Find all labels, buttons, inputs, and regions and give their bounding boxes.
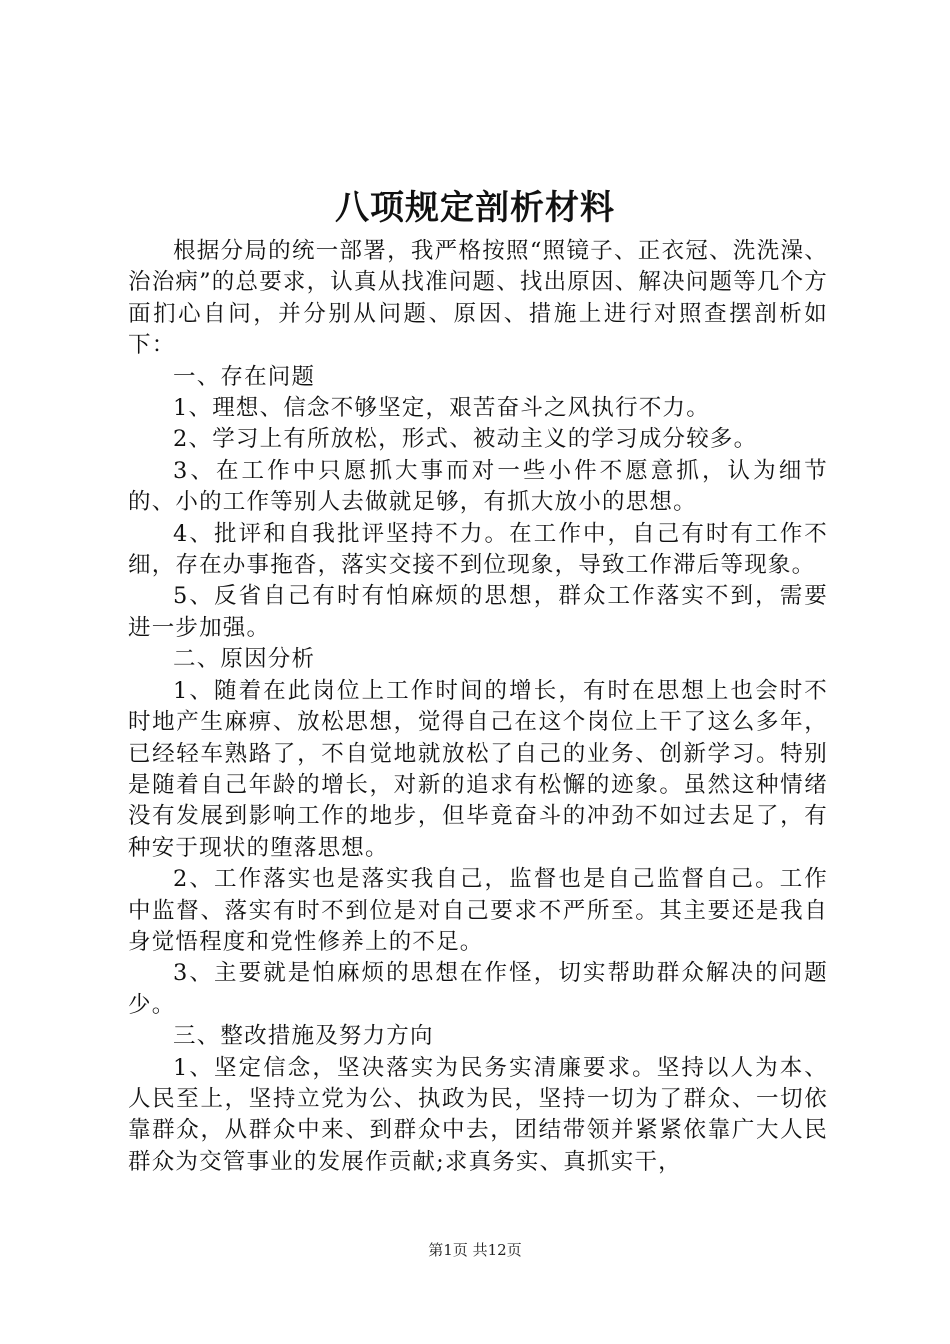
section-heading-causes: 二、原因分析 [173,646,316,673]
section-heading-measures: 三、整改措施及努力方向 [173,1023,434,1050]
document-body [128,236,828,1178]
paragraph-measure-1: 1、坚定信念，坚决落实为民务实清廉要求。坚持以人为本、人民至上，坚持立党为公、执政为民，坚持一切为了群众、一切依靠群众，从群众中来、到群众中去，团结带领并紧紧依靠广大人民群众为交管事业的发展作贡献;求真务实、真抓实干， [128,1054,828,1175]
section-heading-problems: 一、存在问题 [173,363,316,390]
paragraph-cause-2: 2、工作落实也是落实我自己，监督也是自己监督自己。工作中监督、落实有时不到位是对自己要求不严所至。其主要还是我自身觉悟程度和党性修养上的不足。 [128,866,828,955]
paragraph-cause-1: 1、随着在此岗位上工作时间的增长，有时在思想上也会时不时地产生麻痹、放松思想，觉得自己在这个岗位上干了这么多年，已经轻车熟路了，不自觉地就放松了自己的业务、创新学习。特别是随着自己年龄的增长，对新的追求有松懈的迹象。虽然这种情绪没有发展到影响工作的地步，但毕竟奋斗的冲劲不如过去足了，有种安于现状的堕落思想。 [128,677,828,861]
document-title: 八项规定剖析材料 [335,188,615,228]
paragraph-cause-3: 3、主要就是怕麻烦的思想在作怪，切实帮助群众解决的问题少。 [128,960,828,1018]
page-footer: 第1页 共12页 [428,1241,522,1259]
paragraph-problem-4: 4、批评和自我批评坚持不力。在工作中，自己有时有工作不细，存在办事拖沓，落实交接不到位现象，导致工作滞后等现象。 [128,520,828,579]
paragraph-problem-3: 3、在工作中只愿抓大事而对一些小件不愿意抓，认为细节的、小的工作等别人去做就足够，有抓大放小的思想。 [128,457,828,516]
paragraph-problem-2: 2、学习上有所放松，形式、被动主义的学习成分较多。 [173,426,758,453]
paragraph-intro: 根据分局的统一部署，我严格按照“照镜子、正衣冠、洗洗澡、治治病”的总要求，认真从找准问题、找出原因、解决问题等几个方面扪心自问，并分别从问题、原因、措施上进行对照查摆剖析如下： [128,238,829,359]
paragraph-problem-5: 5、反省自己有时有怕麻烦的思想，群众工作落实不到，需要进一步加强。 [128,583,828,641]
paragraph-problem-1: 1、理想、信念不够坚定，艰苦奋斗之风执行不力。 [173,395,710,422]
